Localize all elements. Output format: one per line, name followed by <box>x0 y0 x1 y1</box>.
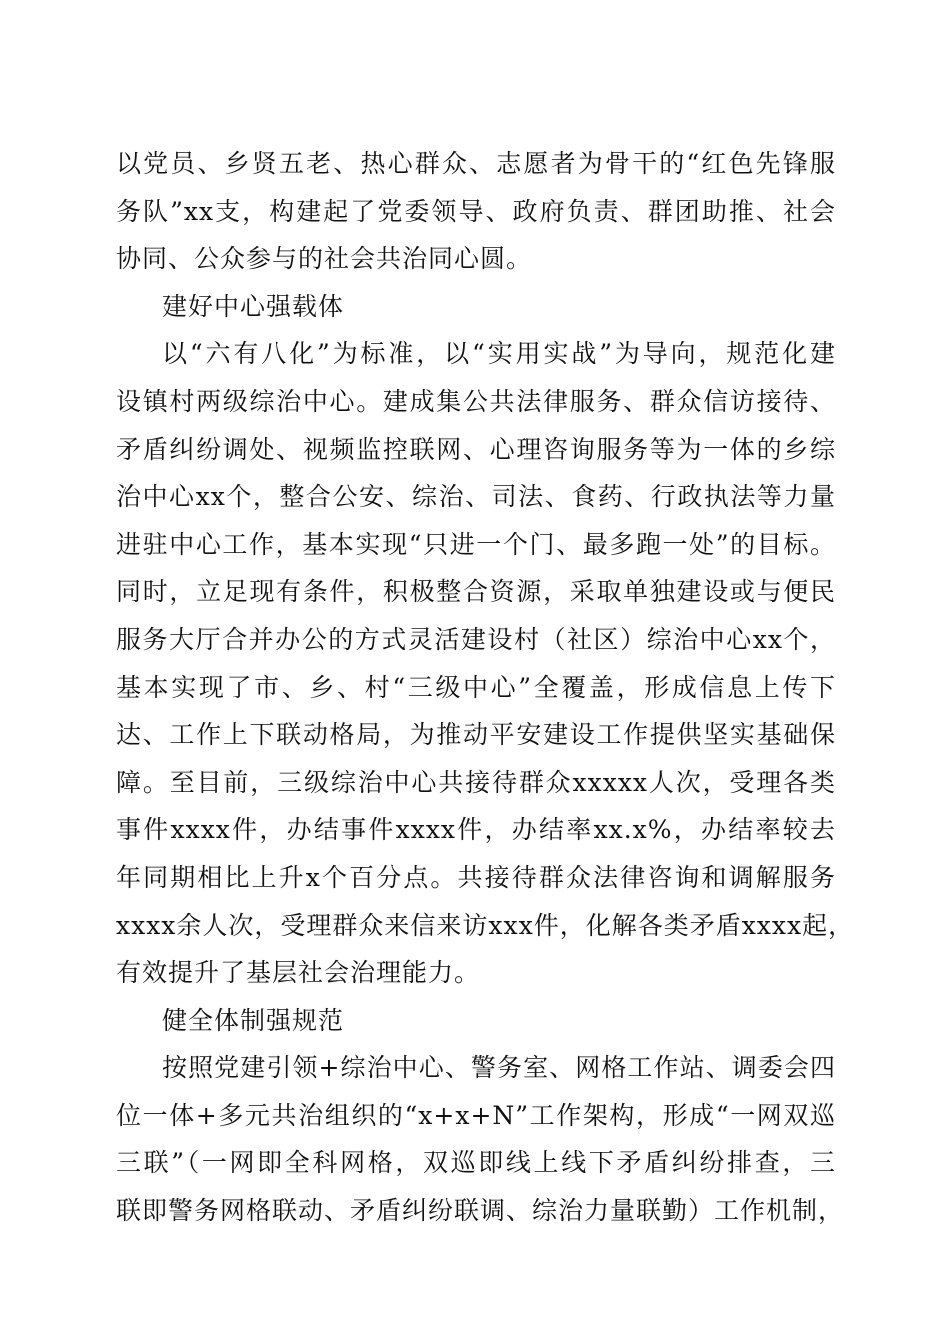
section-heading-center-carrier: 建好中心强载体 <box>162 291 345 321</box>
paragraph-line: 三联”（一网即全科网格，双巡即线上线下矛盾纠纷排查，三 <box>116 1148 836 1178</box>
paragraph-line: 障。至目前，三级综治中心共接待群众xxxxx人次，受理各类 <box>116 767 836 797</box>
paragraph-line: 年同期相比上升x个百分点。共接待群众法律咨询和调解服务 <box>116 862 836 892</box>
paragraph-line: 联即警务网格联动、矛盾纠纷联调、综治力量联勤）工作机制， <box>116 1196 845 1226</box>
paragraph-line: 设镇村两级综治中心。建成集公共法律服务、群众信访接待、 <box>116 386 836 416</box>
paragraph-line: 进驻中心工作，基本实现“只进一个门、最多跑一处”的目标。 <box>116 529 836 559</box>
paragraph-line: 以党员、乡贤五老、热心群众、志愿者为骨干的“红色先锋服 <box>116 149 836 178</box>
paragraph-line: 务队”xx支，构建起了党委领导、政府负责、群团助推、社会 <box>116 196 836 226</box>
section-heading-system-norms: 健全体制强规范 <box>162 1005 345 1035</box>
paragraph-line: 事件xxxx件，办结事件xxxx件，办结率xx.x%，办结率较去 <box>116 815 836 845</box>
document-page <box>116 140 855 1235</box>
paragraph-line: 按照党建引领+综治中心、警务室、网格工作站、调委会四 <box>162 1053 836 1083</box>
paragraph-line: 服务大厅合并办公的方式灵活建设村（社区）综治中心xx个， <box>116 624 836 654</box>
paragraph-line: 位一体+多元共治组织的“x+x+N”工作架构，形成“一网双巡 <box>116 1100 836 1130</box>
paragraph-line: xxxx余人次，受理群众来信来访xxx件，化解各类矛盾xxxx起， <box>116 910 855 940</box>
paragraph-center-construction <box>116 330 855 996</box>
paragraph-line: 以“六有八化”为标准，以“实用实战”为导向，规范化建 <box>162 339 836 369</box>
paragraph-line: 基本实现了市、乡、村“三级中心”全覆盖，形成信息上传下 <box>116 672 836 702</box>
paragraph-line: 达、工作上下联动格局，为推动平安建设工作提供坚实基础保 <box>116 720 836 750</box>
paragraph-line: 治中心xx个，整合公安、综治、司法、食药、行政执法等力量 <box>116 482 836 512</box>
paragraph-system-framework <box>116 1044 845 1234</box>
paragraph-line: 协同、公众参与的社会共治同心圆。 <box>116 244 533 274</box>
paragraph-line: 有效提升了基层社会治理能力。 <box>116 958 481 988</box>
paragraph-line: 矛盾纠纷调处、视频监控联网、心理咨询服务等为一体的乡综 <box>116 434 836 464</box>
paragraph-community-governance <box>116 140 836 283</box>
paragraph-line: 同时，立足现有条件，积极整合资源，采取单独建设或与便民 <box>116 577 836 607</box>
